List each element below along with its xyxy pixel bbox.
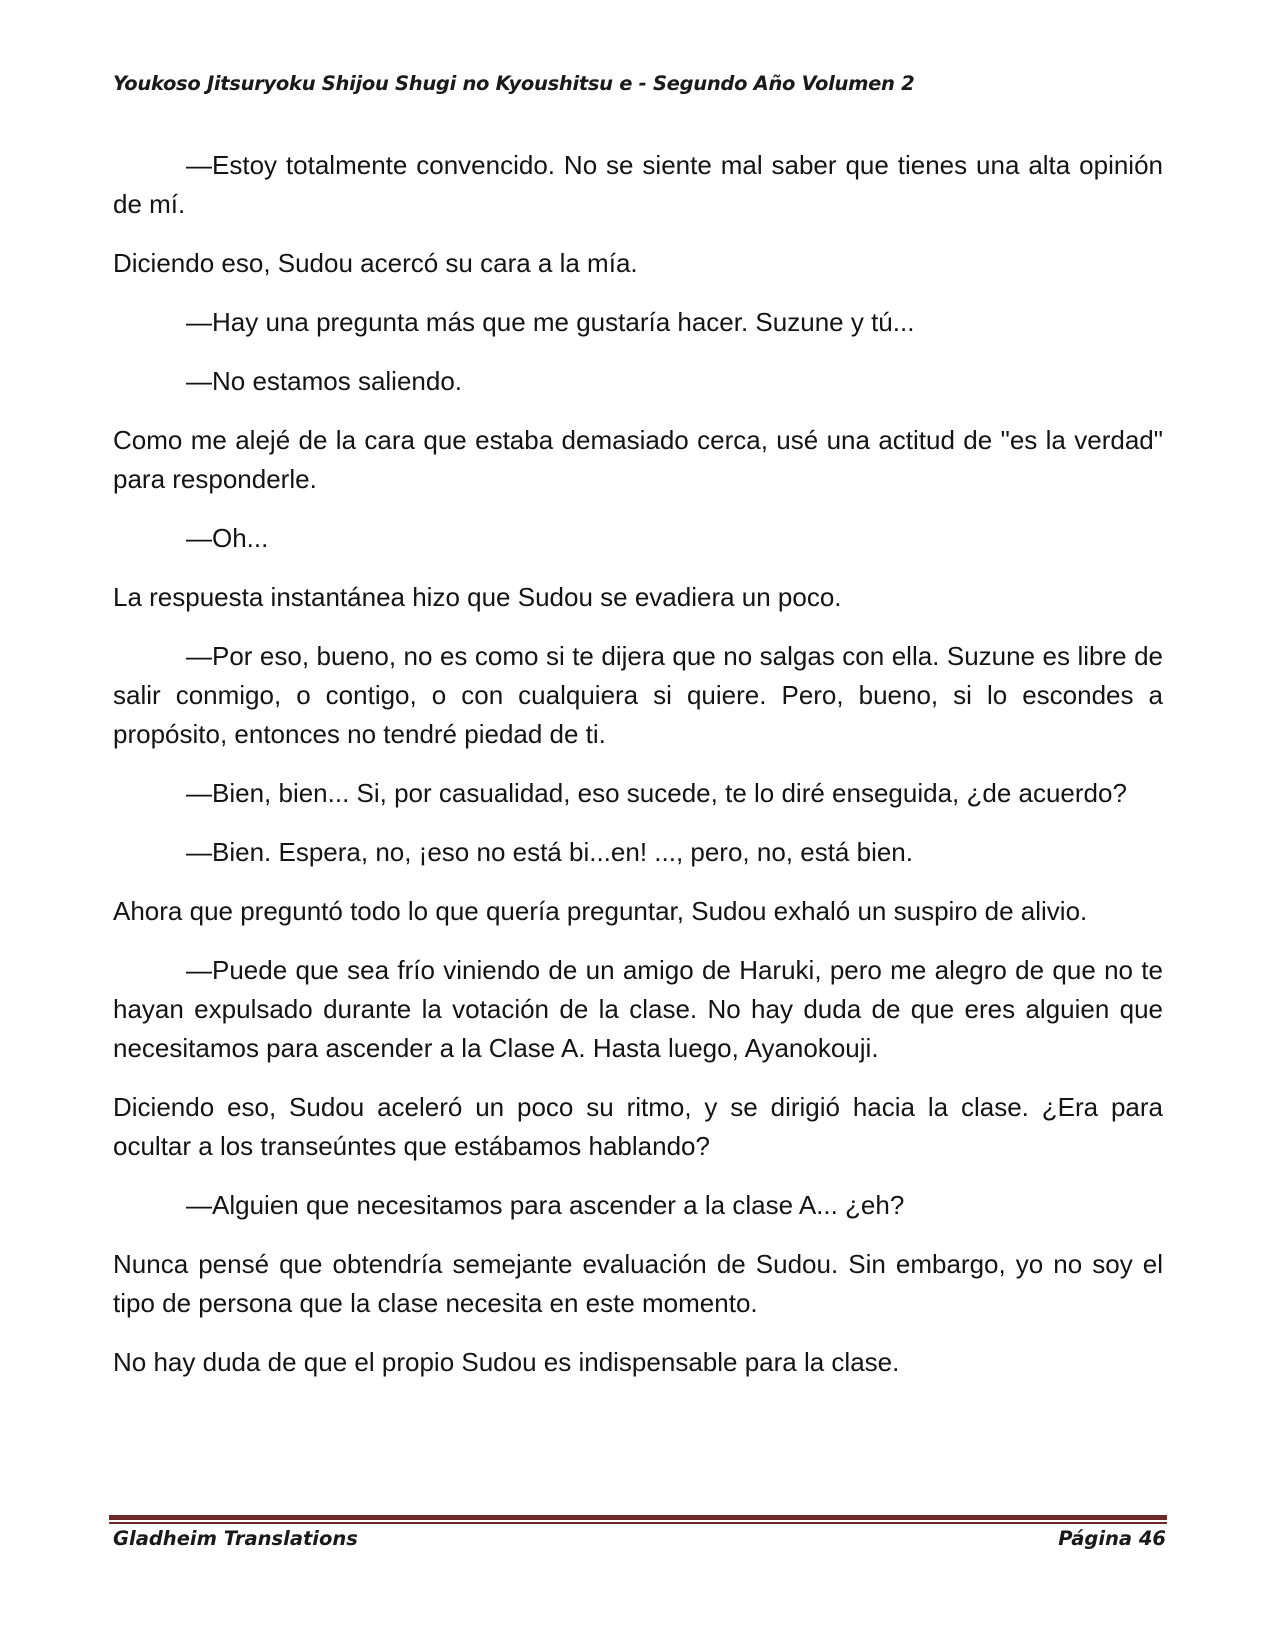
paragraph: No hay duda de que el propio Sudou es indispensable para la clase. [113, 1347, 900, 1377]
paragraph: Ahora que preguntó todo lo que quería preguntar, Sudou exhaló un suspiro de alivio. [113, 896, 1088, 926]
paragraph: Diciendo eso, Sudou acercó su cara a la mía. [113, 248, 638, 278]
paragraph: —Puede que sea frío viniendo de un amigo de Haruki, pero me alegro de que no te hayan expulsado durante la votación de la clase. No hay duda de que eres alguien que necesitamos para ascender a la Clase A. Hasta luego, Ayanokouji. [113, 955, 1163, 1063]
paragraph: —Bien. Espera, no, ¡eso no está bi...en! ..., pero, no, está bien. [186, 837, 913, 867]
paragraph: Como me alejé de la cara que estaba demasiado cerca, usé una actitud de "es la verdad" para responderle. [113, 425, 1163, 494]
paragraph: —Hay una pregunta más que me gustaría hacer. Suzune y tú... [186, 307, 915, 337]
paragraph: Diciendo eso, Sudou aceleró un poco su ritmo, y se dirigió hacia la clase. ¿Era para ocultar a los transeúntes que estábamos hablando? [113, 1092, 1163, 1161]
paragraph: —Alguien que necesitamos para ascender a la clase A... ¿eh? [186, 1190, 905, 1220]
paragraph: —Estoy totalmente convencido. No se siente mal saber que tienes una alta opinión de mí. [113, 150, 1163, 219]
page-number: Página 46 [1058, 1527, 1166, 1550]
paragraph: La respuesta instantánea hizo que Sudou se evadiera un poco. [113, 582, 842, 612]
paragraph: —Por eso, bueno, no es como si te dijera que no salgas con ella. Suzune es libre de salir conmigo, o contigo, o con cualquiera si quiere. Pero, bueno, si lo escondes a propósito, entonces no tendré piedad de ti. [113, 641, 1163, 749]
paragraph: —Oh... [186, 523, 269, 553]
running-header: Youkoso Jitsuryoku Shijou Shugi no Kyoushitsu e - Segundo Año Volumen 2 [113, 72, 915, 95]
paragraph: Nunca pensé que obtendría semejante evaluación de Sudou. Sin embargo, yo no soy el tipo de persona que la clase necesita en este momento. [113, 1249, 1163, 1318]
footer-rule-thick [109, 1515, 1167, 1520]
footer-rule-thin [109, 1522, 1167, 1524]
paragraph: —No estamos saliendo. [186, 366, 463, 396]
page-body [113, 146, 1163, 1402]
footer-credit: Gladheim Translations [113, 1527, 358, 1550]
paragraph: —Bien, bien... Si, por casualidad, eso sucede, te lo diré enseguida, ¿de acuerdo? [186, 778, 1127, 808]
